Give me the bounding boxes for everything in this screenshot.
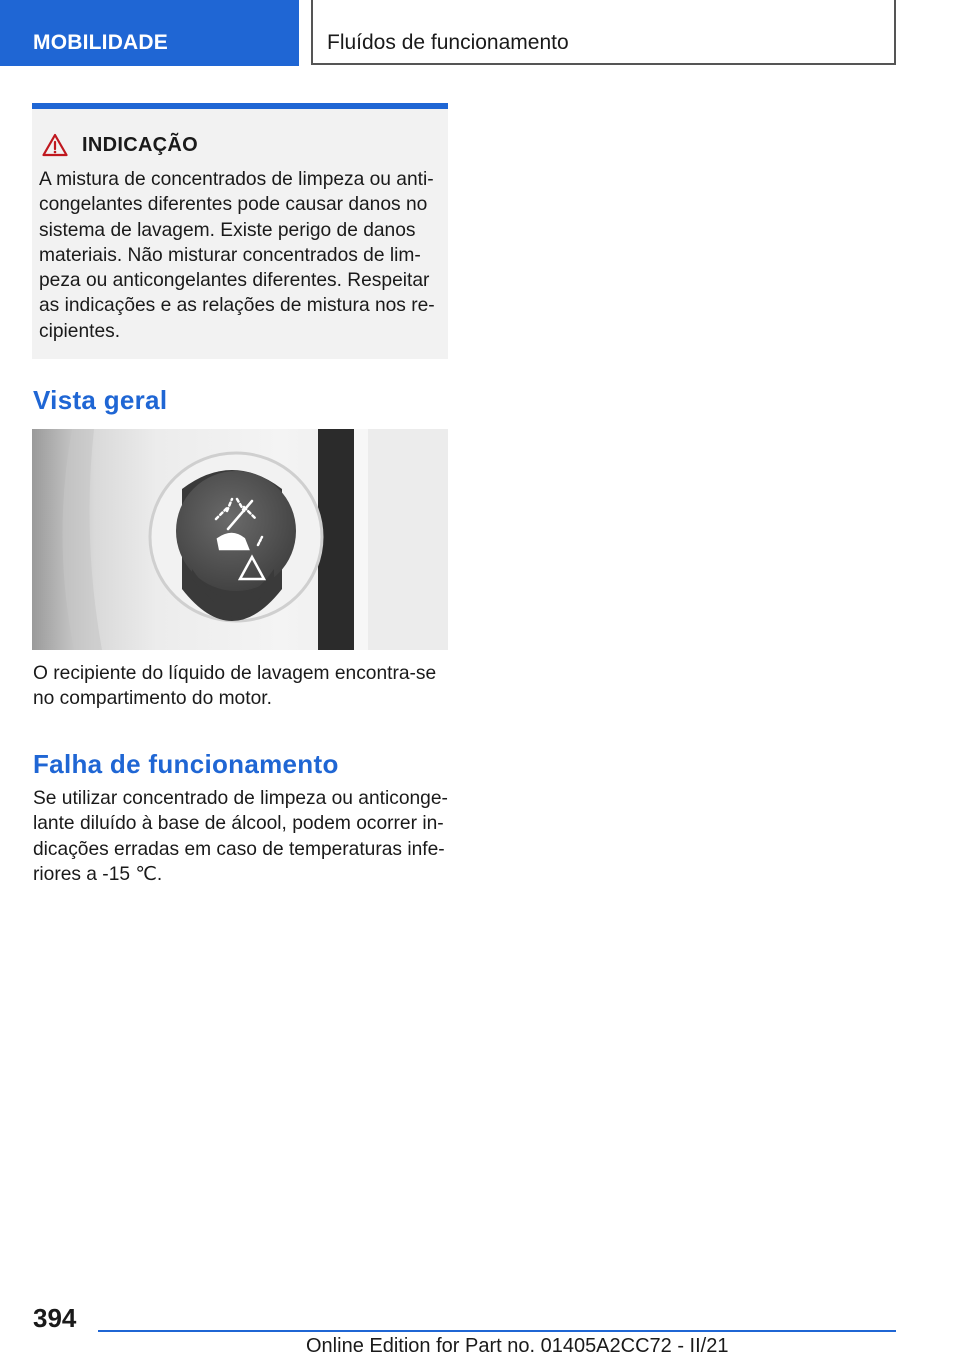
chapter-tab	[311, 0, 896, 65]
warning-triangle-icon	[42, 133, 68, 157]
malfunction-heading: Falha de funcionamento	[33, 749, 339, 779]
notice-box	[32, 103, 448, 359]
overview-caption: O recipiente do líquido de lavagem encontra-se no compartimento do motor.	[33, 663, 437, 710]
notice-title: INDICAÇÃO	[82, 133, 199, 156]
section-tab	[0, 0, 299, 66]
malfunction-text: Se utilizar concentrado de limpeza ou anticonge‐lante diluído à base de álcool, podem ocorrer in‐dicações erradas em caso de temperaturas infe‐riores a -15 ℃.	[33, 788, 448, 885]
footer-edition: Online Edition for Part no. 01405A2CC72 - II/21	[306, 1335, 729, 1357]
notice-header	[42, 133, 198, 157]
page-number: 394	[33, 1303, 77, 1333]
notice-text: A mistura de concentrados de limpeza ou anti‐congelantes diferentes pode causar danos no sistema de lavagem. Existe perigo de danos materiais. Não misturar concentrados de lim‐peza ou anticongelantes diferentes. Respeitar as indicações e as relações de mistura nos re‐cipientes.	[39, 169, 435, 342]
washer-fluid-reservoir-cap-photo	[32, 429, 448, 650]
overview-heading: Vista geral	[33, 385, 168, 415]
chapter-title: Fluídos de funcionamento	[327, 31, 569, 54]
section-title: MOBILIDADE	[33, 31, 168, 54]
footer-divider	[98, 1330, 896, 1332]
